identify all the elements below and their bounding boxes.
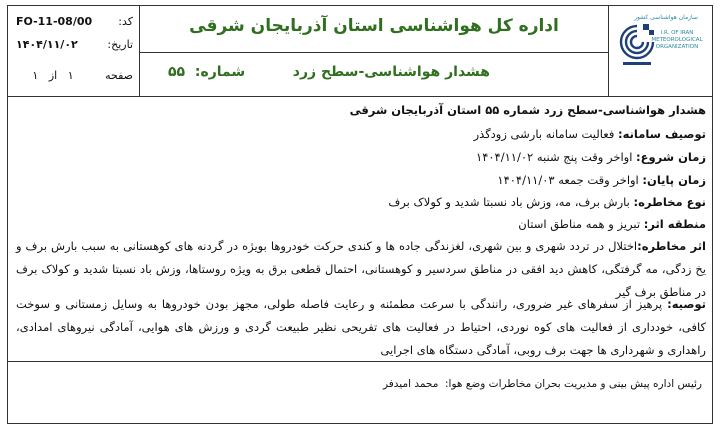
signature-line [383, 378, 702, 390]
system-row [16, 127, 706, 141]
page-current: ۱ [67, 69, 74, 82]
system-label: توصیف سامانه: [618, 127, 706, 141]
impact-value: اختلال در تردد شهری و بین شهری، لغزندگی جاده ها و کندی حرکت خودروها بویژه در گردنه های کوهستانی به سبب بارش برف و یخ زدگی، مه گرفتگی، کاهش دید افقی در مناطق سردسیر و کوهستانی، احتمال قطعی برق به ویژه روستاها، وزش باد نسبتا شدید و کولاک برف در مناطق برف گیر [16, 239, 706, 299]
date-label: تاریخ: [107, 38, 133, 51]
date-row [8, 34, 139, 54]
logo-caption-fa: سازمان هواشناسی کشور [634, 14, 698, 21]
logo-cell [608, 6, 712, 96]
code-row [8, 11, 139, 31]
warning-level-title: هشدار هواشناسی-سطح زرد [292, 64, 490, 80]
headline-text: هشدار هواشناسی-سطح زرد شماره ۵۵ استان آذربایجان شرقی [349, 103, 706, 117]
bulletin-number-value: ۵۵ [168, 64, 186, 80]
hazard-label: نوع مخاطره: [633, 195, 706, 209]
advice-paragraph [16, 293, 706, 362]
bulletin-header [7, 5, 713, 97]
code-label: کد: [118, 15, 133, 28]
end-row [16, 173, 706, 187]
bulletin-number [168, 64, 245, 80]
code-value: FO-11-08/00 [16, 15, 93, 28]
title-area [140, 6, 608, 96]
date-value: ۱۴۰۴/۱۱/۰۲ [16, 38, 78, 51]
title-divider [140, 52, 608, 53]
end-value: اواخر وقت جمعه ۱۴۰۴/۱۱/۰۳ [497, 173, 639, 187]
bulletin-headline [16, 103, 706, 117]
page-counter [12, 69, 94, 82]
start-label: زمان شروع: [636, 150, 706, 164]
hazard-value: بارش برف، مه، وزش باد نسبتا شدید و کولاک برف [388, 195, 630, 209]
area-label: منطقه اثر: [643, 217, 706, 231]
area-row [16, 217, 706, 231]
organization-title: اداره کل هواشناسی استان آذربایجان شرقی [189, 16, 559, 36]
bulletin-number-label: شماره: [194, 64, 246, 80]
bulletin-body [7, 97, 713, 362]
start-row [16, 150, 706, 164]
advice-label: توصیه: [667, 297, 707, 311]
page-row [8, 65, 139, 85]
page-label: صفحه [105, 69, 133, 82]
impact-label: اثر مخاطره: [637, 239, 706, 253]
signature-name: محمد امیدفر [382, 378, 439, 390]
hazard-row [16, 195, 706, 209]
advice-value: پرهیز از سفرهای غیر ضروری، رانندگی با سرعت مطمئنه و رعایت فاصله طولی، مجهز بودن خودروها به وسایل زمستانی و سوخت کافی، خودداری از فعالیت های کوه نوردی، احتیاط در فعالیت های تفریحی نظیر طبیعت گردی و ورزش های هوایی، آمادگی نیروهای امدادی، راهداری و شهرداری ها جهت برف روبی، آمادگی دستگاه های اجرایی [16, 297, 706, 357]
end-label: زمان پایان: [642, 173, 706, 187]
signature-label: رئیس اداره پیش بینی و مدیریت بحران مخاطرات وضع هوا: [445, 378, 702, 390]
area-value: تبریز و همه مناطق استان [518, 217, 641, 231]
system-value: فعالیت سامانه بارشی زودگذر [473, 127, 615, 141]
logo-caption-en: I.R. OF IRAN METEOROLOGICAL ORGANIZATION [651, 30, 703, 50]
page-total: ۱ [32, 69, 39, 82]
document-meta [8, 6, 140, 96]
page-of-word: از [48, 69, 58, 82]
start-value: اواخر وقت پنج شنبه ۱۴۰۴/۱۱/۰۲ [476, 150, 633, 164]
bulletin-footer [7, 362, 713, 424]
